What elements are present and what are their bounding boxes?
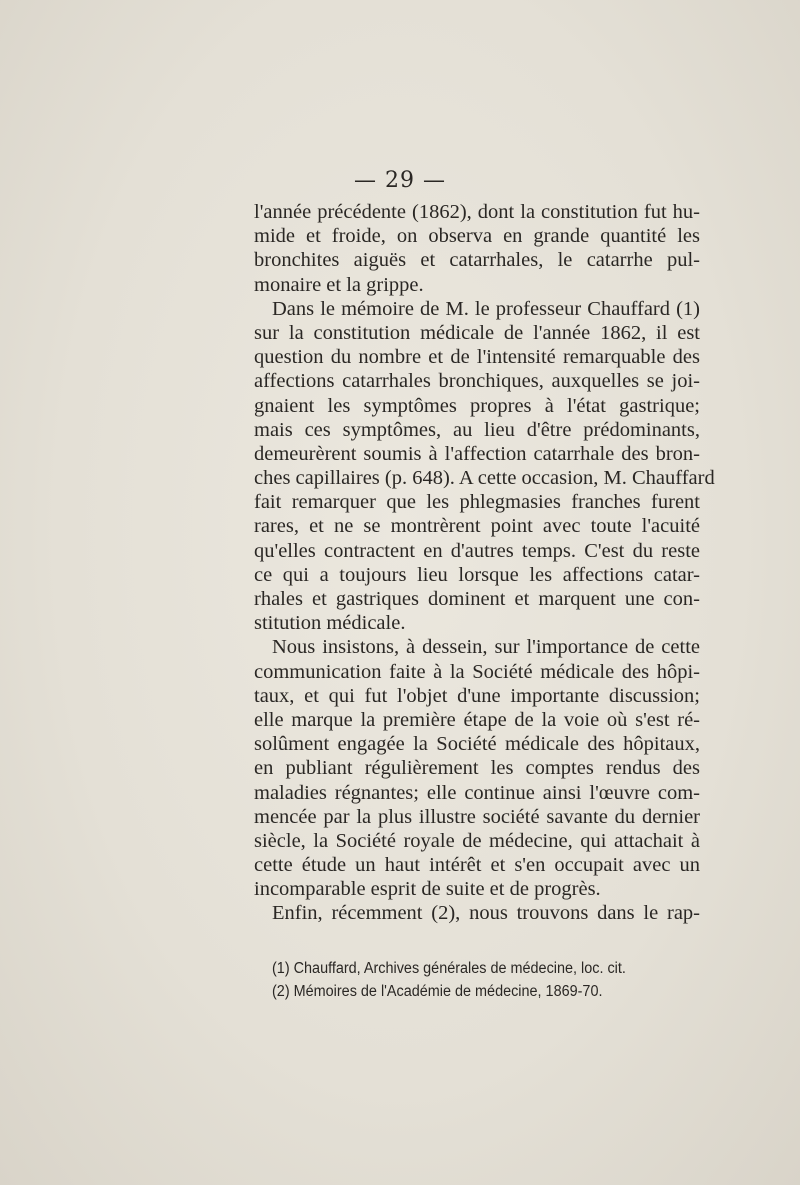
text-line: Nous insistons, à dessein, sur l'importance de cette [272,636,700,659]
text-line: communication faite à la Société médicale des hôpi- [254,660,700,683]
text-line: Enfin, récemment (2), nous trouvons dans le rap- [272,902,700,925]
text-line: ce qui a toujours lieu lorsque les affections catar- [254,563,700,586]
text-line: demeurèrent soumis à l'affection catarrhale des bron- [254,442,700,465]
text-line: fait remarquer que les phlegmasies franches furent [254,491,700,514]
text-line: bronchites aiguës et catarrhales, le catarrhe pul- [254,249,700,272]
text-line: rares, et ne se montrèrent point avec toute l'acuité [254,515,700,538]
footnote-2: (2) Mémoires de l'Académie de médecine, 1869-70. [272,983,603,1000]
text-line: mais ces symptômes, au lieu d'être prédominants, [254,418,700,441]
text-line: maladies régnantes; elle continue ainsi l'œuvre com- [254,781,700,804]
text-line: taux, et qui fut l'objet d'une importante discussion; [254,684,700,707]
text-line: stitution médicale. [254,612,406,635]
text-line: elle marque la première étape de la voie où s'est ré- [254,708,700,731]
text-line: Dans le mémoire de M. le professeur Chauffard (1) [272,297,700,320]
text-line: cette étude un haut intérêt et s'en occupait avec un [254,854,700,877]
text-line: ches capillaires (p. 648). A cette occasion, M. Chauffard [254,467,715,490]
footnotes [272,957,672,1003]
text-line: incomparable esprit de suite et de progrès. [254,878,601,901]
text-line: en publiant régulièrement les comptes rendus des [254,757,700,780]
text-line: monaire et la grippe. [254,273,424,296]
text-line: affections catarrhales bronchiques, auxquelles se joi- [254,370,700,393]
text-line: siècle, la Société royale de médecine, qui attachait à [254,829,700,852]
page-number: — 29 — [354,168,446,193]
body-text [254,200,715,926]
text-line: question du nombre et de l'intensité remarquable des [254,346,700,369]
text-line: rhales et gastriques dominent et marquent une con- [254,588,700,610]
text-line: sur la constitution médicale de l'année 1862, il est [254,321,700,344]
text-line: mencée par la plus illustre société savante du dernier [254,805,700,828]
footnote-1: (1) Chauffard, Archives générales de médecine, loc. cit. [272,960,626,977]
text-line: l'année précédente (1862), dont la constitution fut hu- [254,201,700,223]
text-line: qu'elles contractent en d'autres temps. C'est du reste [254,539,700,562]
text-line: gnaient les symptômes propres à l'état gastrique; [254,394,700,417]
text-line: solûment engagée la Société médicale des hôpitaux, [254,733,700,756]
text-line: mide et froide, on observa en grande quantité les [254,225,700,248]
